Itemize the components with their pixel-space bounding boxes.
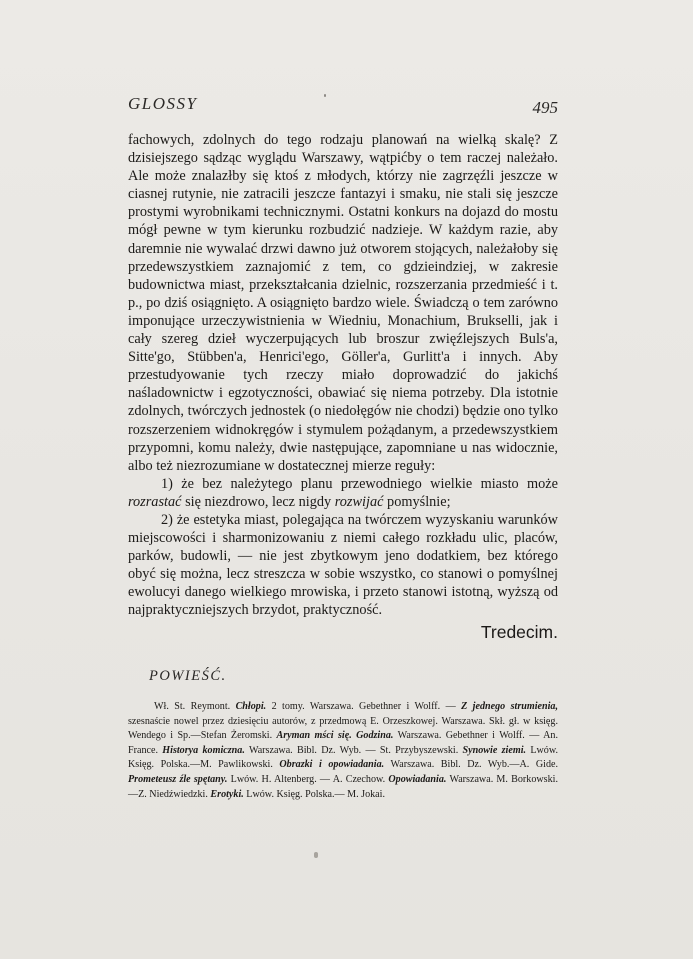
bib-title: Opowiadania. xyxy=(388,773,447,785)
bibliography-list xyxy=(128,700,558,802)
bib-text: Lwów. H. Altenberg. — A. Czechow. xyxy=(227,773,389,785)
bib-title: Prometeusz źle spętany. xyxy=(128,773,228,785)
body-paragraph: fachowych, zdolnych do tego rodzaju planowań na wielką skalę? Z dzisiejszego sądząc wyglądu Warszawy, wątpićby o tem raczej należało. Ale może znalazłby się ktoś z młodych, którzy nie zagrzęźli jeszcze w ciasnej rutynie, nie zatracili jeszcze fantazyi i smaku, nie stali się jeszcze prostymi wyrobnikami technicznymi. Ostatni konkurs na dojazd do mostu mógł pewne w tym kierunku rozbudzić nadzieje. W każdym razie, aby daremnie nie wywalać drzwi dawno już otworem stojących, należałoby się przedewszystkiem zaznajomić z tem, co gdzieindziej, w zakresie budownictwa miast, przekształcania dzielnic, rozszerzania przedmieść i t. p., po dziś osiągnięto. A osiągnięto bardzo wiele. Świadczą o tem zarówno imponujące urzeczywistnienia w Wiedniu, Monachium, Brukselli, jak i cały szereg dzieł wyczerpujących lub broszur zwięźlejszych Buls'a, Sitte'go, Stübben'a, Henrici'ego, Göller'a, Gurlitt'a i innych. Aby przestudyowanie tych rzeczy miało doprowadzić do jakichś naśladownictw i egzotyczności, obawiać się niema potrzeby. Dla istotnie zdolnych, twórczych jednostek (o niedołęgów nie chodzi) będzie ono tylko rozszerzeniem widnokręgów i stymulem pożądanym, a przedewszystkiem przypomni, komu należy, dwie następujące, zapomniane u nas widocznie, albo też niezrozumiane w dostatecznej mierze reguły: xyxy=(128,132,558,474)
rule-one-text-middle: się niezdrowo, lecz nigdy xyxy=(181,493,335,510)
paper-speck xyxy=(314,852,318,858)
rule-one-text-start: 1) że bez należytego planu przewodniego wielkie miasto może xyxy=(161,475,558,492)
bib-text: Warszawa. Gebethner i Wolff. — An. France. xyxy=(128,730,558,756)
bib-title: Aryman mści się. Godzina. xyxy=(276,730,394,742)
bib-text: Warszawa. M. Borkowski.—Z. Niedźwiedzki. xyxy=(128,773,558,800)
author-signature: Tredecim. xyxy=(480,622,558,642)
bib-text: Lwów. Księg. Polska.—M. Pawlikowski. xyxy=(128,744,558,771)
rule-one-emphasis-rozwijac: rozwijać xyxy=(334,493,384,510)
bib-title: Erotyki. xyxy=(210,788,244,800)
bib-text: Warszawa. Bibl. Dz. Wyb. — St. Przybyszewski. xyxy=(244,744,463,756)
bib-title: Synowie ziemi. xyxy=(462,744,527,756)
bib-title: Chłopi. xyxy=(235,701,267,712)
bib-text: Warszawa. Bibl. Dz. Wyb.—A. Gide. xyxy=(384,759,559,771)
bib-text: Lwów. Księg. Polska.— M. Jokai. xyxy=(243,788,385,800)
rule-two: 2) że estetyka miast, polegająca na twórczem wyzyskaniu warunków miejscowości i sharmonizowaniu z niemi całego rozkładu ulic, placów, parków, budowli, — nie jest zbytkowym jeno dodatkiem, bez którego obyć się można, lecz streszcza w sobie wszystko, co stanowi o pomyślnej ewolucyi danego wielkiego mrowiska, i przeto stanowi istotną, wyższą od najpraktyczniejszych brzydot, praktyczność. xyxy=(128,511,558,619)
rule-one-emphasis-rozrastac: rozrastać xyxy=(128,493,182,510)
page-number: 495 xyxy=(532,98,558,117)
bib-title: Obrazki i opowiadania. xyxy=(279,759,385,771)
bib-title: Historya komiczna. xyxy=(162,744,245,756)
section-title: POWIEŚĆ. xyxy=(149,668,227,684)
bib-text: 2 tomy. Warszawa. Gebethner i Wolff. — xyxy=(266,701,462,712)
bib-title: Z jednego strumienia, xyxy=(461,701,558,712)
bib-text: Wł. St. Reymont. xyxy=(154,701,236,712)
page-header xyxy=(128,92,558,122)
rule-one-text-end: pomyślnie; xyxy=(383,493,451,510)
rule-one xyxy=(128,475,558,511)
article-body xyxy=(128,131,558,620)
bib-text: szesnaście nowel przez dziesięciu autorów, z przedmową E. Orzeszkowej. Warszawa. Skł. gł. w księg. Wendego i Sp.—Stefan Żeromski. xyxy=(128,715,558,742)
running-head: GLOSSY xyxy=(128,94,198,113)
